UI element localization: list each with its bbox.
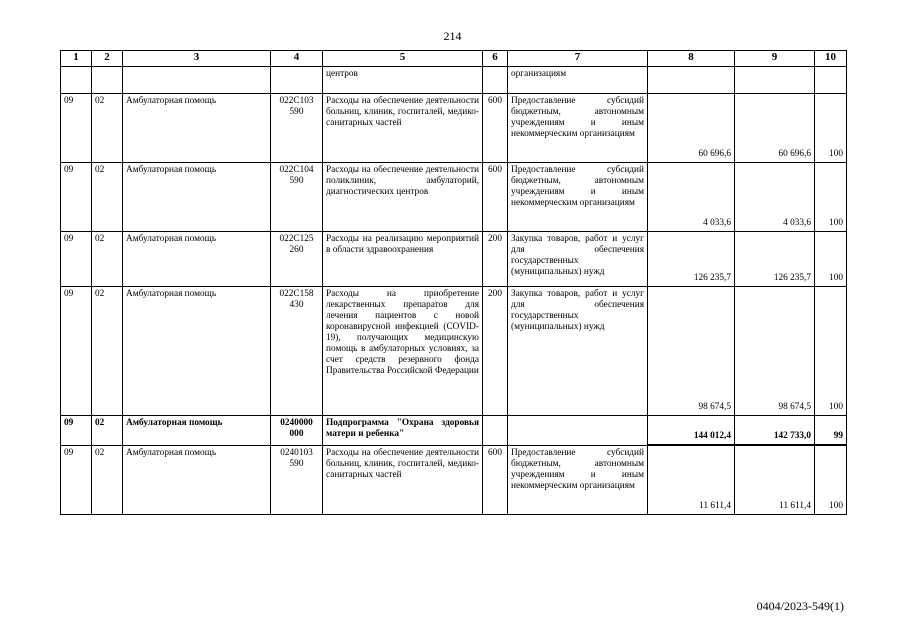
expense-type-name-cell: организациям — [508, 67, 648, 94]
budget-table — [60, 50, 847, 515]
name-cell: Амбулаторная помощь — [123, 287, 271, 416]
subsection-cell: 02 — [92, 416, 123, 446]
planned-amount-cell: 4 033,6 — [648, 163, 735, 232]
expense-type-cell: 200 — [483, 287, 508, 416]
target-article-cell: 022С158 430 — [271, 287, 323, 416]
expense-type-cell: 200 — [483, 232, 508, 287]
description-cell: Расходы на обеспечение деятельности больниц, клиник, госпиталей, медико-санитарных частей — [323, 94, 483, 163]
section-cell: 09 — [61, 287, 92, 416]
subsection-cell: 02 — [92, 232, 123, 287]
executed-amount-cell: 142 733,0 — [735, 416, 815, 446]
expense-type-cell: 600 — [483, 94, 508, 163]
target-article-cell: 0240103 590 — [271, 445, 323, 515]
description-cell: Расходы на приобретение лекарственных препаратов для лечения пациентов с новой коронавирусной инфекцией (COVID-19), получающих медицинскую помощь в амбулаторных условиях, за счет средств резервного фонда Правительства Российской Федерации — [323, 287, 483, 416]
subsection-cell: 02 — [92, 445, 123, 515]
percent-cell: 100 — [815, 445, 847, 515]
percent-cell: 100 — [815, 232, 847, 287]
executed-amount-cell: 98 674,5 — [735, 287, 815, 416]
name-cell: Амбулаторная помощь — [123, 163, 271, 232]
expense-type-cell: 600 — [483, 445, 508, 515]
target-article-cell: 022С103 590 — [271, 94, 323, 163]
header-col-1: 1 — [61, 51, 92, 67]
expense-type-name-cell: Предоставление субсидий бюджетным, автономным учреждениям и иным некоммерческим организациям — [508, 163, 648, 232]
section-cell: 09 — [61, 232, 92, 287]
expense-type-name-cell: Закупка товаров, работ и услуг для обеспечения государственных (муниципальных) нужд — [508, 232, 648, 287]
subsection-cell — [92, 67, 123, 94]
header-col-2: 2 — [92, 51, 123, 67]
header-row — [61, 51, 847, 67]
header-col-9: 9 — [735, 51, 815, 67]
section-cell: 09 — [61, 416, 92, 446]
executed-amount-cell: 60 696,6 — [735, 94, 815, 163]
executed-amount-cell — [735, 67, 815, 94]
table-row — [61, 94, 847, 163]
expense-type-name-cell: Закупка товаров, работ и услуг для обеспечения государственных (муниципальных) нужд — [508, 287, 648, 416]
description-cell: Расходы на обеспечение деятельности больниц, клиник, госпиталей, медико-санитарных частей — [323, 445, 483, 515]
page-number: 214 — [443, 29, 462, 43]
percent-cell: 100 — [815, 287, 847, 416]
expense-type-cell — [483, 67, 508, 94]
planned-amount-cell: 11 611,4 — [648, 445, 735, 515]
executed-amount-cell: 126 235,7 — [735, 232, 815, 287]
name-cell: Амбулаторная помощь — [123, 445, 271, 515]
percent-cell: 99 — [815, 416, 847, 446]
section-cell — [61, 67, 92, 94]
description-cell: Расходы на обеспечение деятельности поликлиник, амбулаторий, диагностических центров — [323, 163, 483, 232]
description-cell: центров — [323, 67, 483, 94]
table-row — [61, 163, 847, 232]
percent-cell: 100 — [815, 163, 847, 232]
planned-amount-cell: 144 012,4 — [648, 416, 735, 446]
target-article-cell: 022С104 590 — [271, 163, 323, 232]
percent-cell: 100 — [815, 94, 847, 163]
expense-type-cell — [483, 416, 508, 446]
table-row — [61, 287, 847, 416]
planned-amount-cell: 126 235,7 — [648, 232, 735, 287]
planned-amount-cell: 60 696,6 — [648, 94, 735, 163]
header-col-3: 3 — [123, 51, 271, 67]
header-col-7: 7 — [508, 51, 648, 67]
header-col-8: 8 — [648, 51, 735, 67]
target-article-cell — [271, 67, 323, 94]
name-cell — [123, 67, 271, 94]
name-cell: Амбулаторная помощь — [123, 232, 271, 287]
name-cell: Амбулаторная помощь — [123, 416, 271, 446]
description-cell: Подпрограмма "Охрана здоровья матери и ребенка" — [323, 416, 483, 446]
subsection-cell: 02 — [92, 287, 123, 416]
subsection-cell: 02 — [92, 163, 123, 232]
expense-type-name-cell: Предоставление субсидий бюджетным, автономным учреждениям и иным некоммерческим организациям — [508, 94, 648, 163]
header-col-5: 5 — [323, 51, 483, 67]
subsection-cell: 02 — [92, 94, 123, 163]
expense-type-name-cell — [508, 416, 648, 446]
planned-amount-cell — [648, 67, 735, 94]
header-col-10: 10 — [815, 51, 847, 67]
document-id: 0404/2023-549(1) — [756, 599, 844, 613]
expense-type-cell: 600 — [483, 163, 508, 232]
executed-amount-cell: 11 611,4 — [735, 445, 815, 515]
table-row — [61, 67, 847, 94]
expense-type-name-cell: Предоставление субсидий бюджетным, автономным учреждениям и иным некоммерческим организациям — [508, 445, 648, 515]
table-row — [61, 445, 847, 515]
table-row — [61, 232, 847, 287]
planned-amount-cell: 98 674,5 — [648, 287, 735, 416]
description-cell: Расходы на реализацию мероприятий в области здравоохранения — [323, 232, 483, 287]
executed-amount-cell: 4 033,6 — [735, 163, 815, 232]
name-cell: Амбулаторная помощь — [123, 94, 271, 163]
header-col-6: 6 — [483, 51, 508, 67]
table-row-subprogram — [61, 416, 847, 446]
target-article-cell: 022С125 260 — [271, 232, 323, 287]
section-cell: 09 — [61, 445, 92, 515]
section-cell: 09 — [61, 163, 92, 232]
section-cell: 09 — [61, 94, 92, 163]
percent-cell — [815, 67, 847, 94]
target-article-cell: 0240000 000 — [271, 416, 323, 446]
header-col-4: 4 — [271, 51, 323, 67]
